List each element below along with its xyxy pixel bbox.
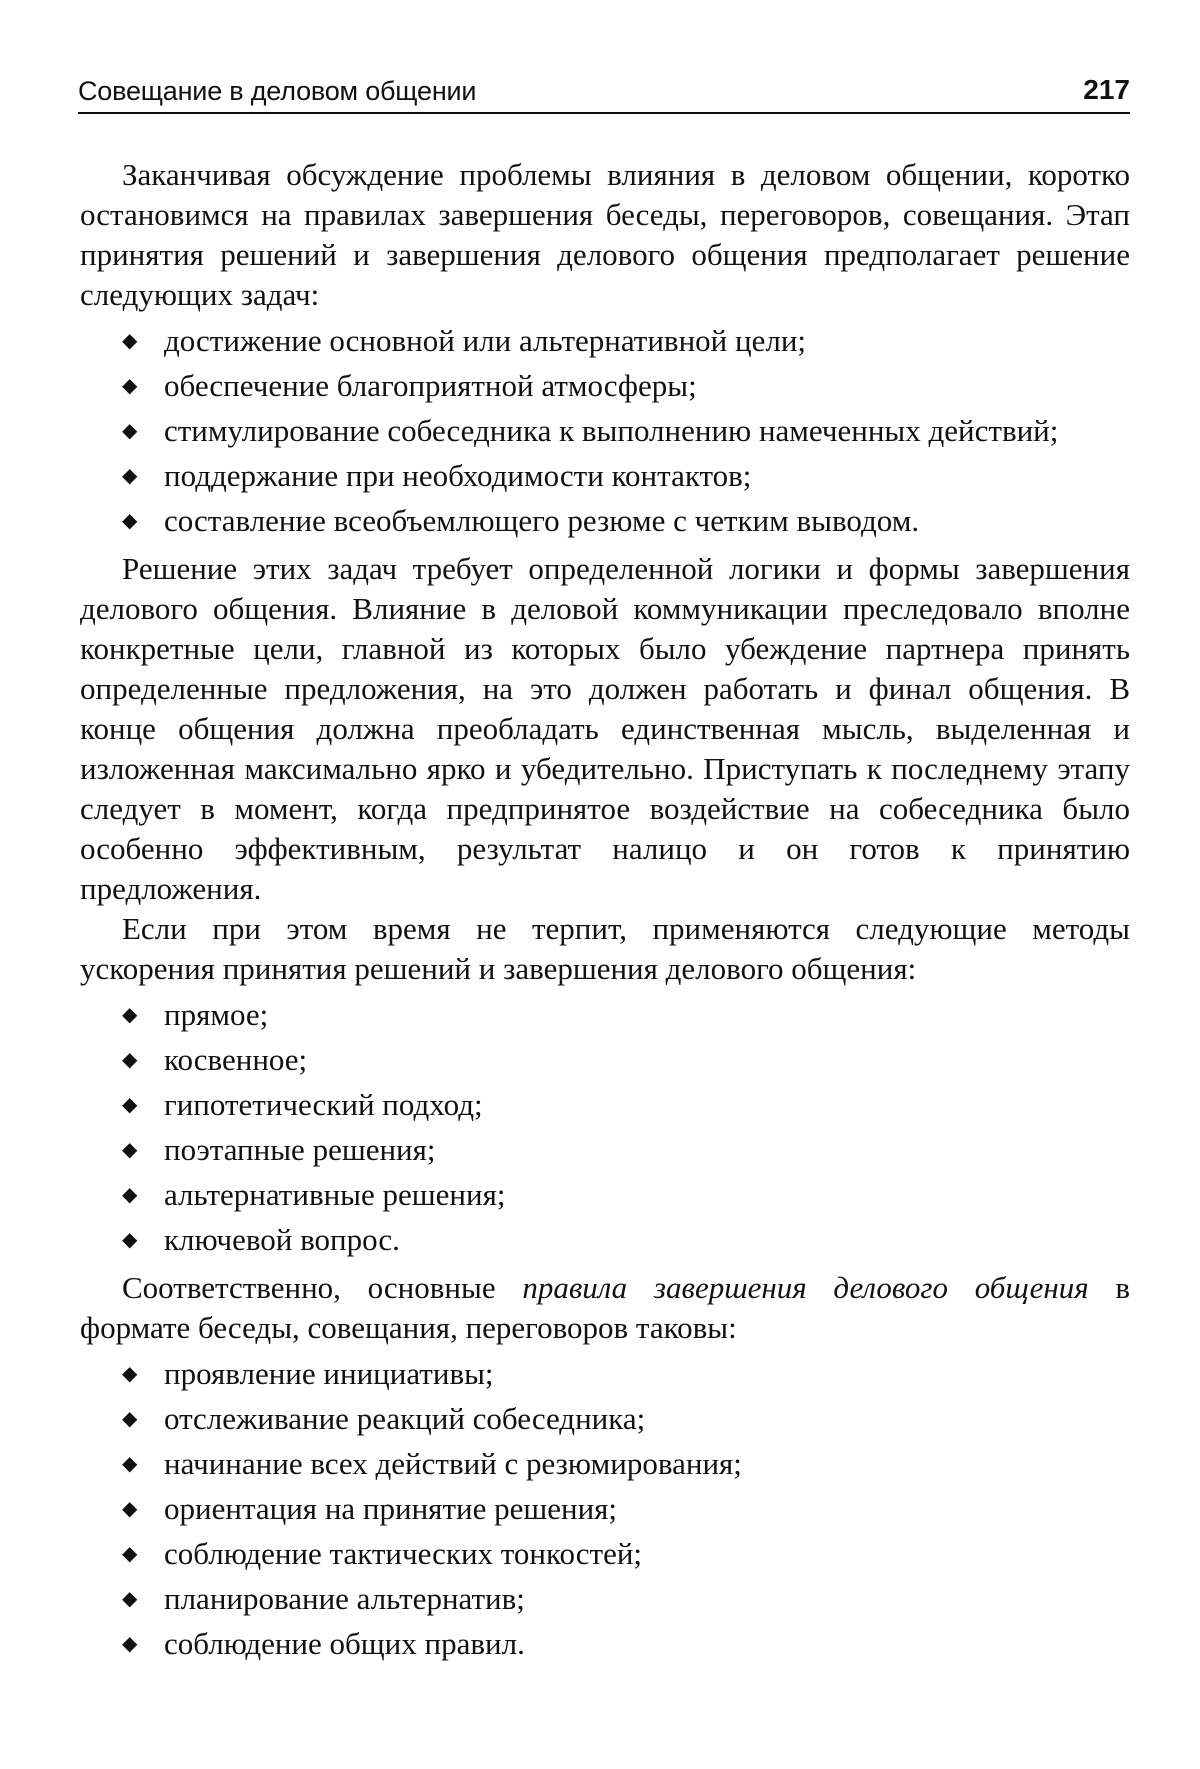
list-item: [80, 1624, 1130, 1664]
list-item: [80, 366, 1130, 406]
list-item: [80, 411, 1130, 451]
list-item: [80, 1534, 1130, 1574]
bullet-diamond-icon: ◆: [122, 1624, 137, 1664]
tasks-list: [80, 321, 1130, 541]
bullet-diamond-icon: ◆: [122, 1175, 137, 1215]
list-item: [80, 1579, 1130, 1619]
list-item-text: альтернативные решения;: [164, 1177, 505, 1212]
page-body: [80, 155, 1130, 1669]
rules-intro-end: в формате беседы, совещания, переговоров таковы:: [80, 1270, 1130, 1345]
bullet-diamond-icon: ◆: [122, 366, 137, 406]
list-item: [80, 1130, 1130, 1170]
list-item: [80, 1085, 1130, 1125]
book-page: [0, 0, 1200, 1769]
bullet-diamond-icon: ◆: [122, 501, 137, 541]
list-item: [80, 1040, 1130, 1080]
list-item-text: соблюдение тактических тонкостей;: [164, 1536, 642, 1571]
list-item: [80, 1354, 1130, 1394]
rules-intro-emphasis: правила завершения делового общения: [522, 1270, 1088, 1305]
methods-list: [80, 995, 1130, 1260]
list-item-text: соблюдение общих правил.: [164, 1626, 525, 1661]
list-item-text: гипотетический подход;: [164, 1087, 483, 1122]
list-item-text: достижение основной или альтернативной цели;: [164, 323, 806, 358]
rules-intro-start: Соответственно, основные: [122, 1270, 522, 1305]
list-item-text: прямое;: [164, 997, 268, 1032]
bullet-diamond-icon: ◆: [122, 1220, 137, 1260]
list-item-text: ключевой вопрос.: [164, 1222, 400, 1257]
list-item-text: поддержание при необходимости контактов;: [164, 458, 751, 493]
page-header: [78, 72, 1130, 114]
bullet-diamond-icon: ◆: [122, 411, 137, 451]
logic-paragraph: Решение этих задач требует определенной логики и формы завершения делового общения. Влияние в деловой коммуникации преследовало вполне конкретные цели, главной из которых было убеждение партнера принять определенные предложения, на это должен работать и финал общения. В конце общения должна преобладать единственная мысль, выделенная и изложенная максимально ярко и убедительно. Приступать к последнему этапу следует в момент, когда предпринятое воздействие на собеседника было особенно эффективным, результат налицо и он готов к принятию предложения.: [80, 549, 1130, 909]
list-item: [80, 995, 1130, 1035]
rules-list: [80, 1354, 1130, 1664]
list-item-text: начинание всех действий с резюмирования;: [164, 1446, 742, 1481]
list-item-text: ориентация на принятие решения;: [164, 1491, 617, 1526]
bullet-diamond-icon: ◆: [122, 321, 137, 361]
list-item-text: обеспечение благоприятной атмосферы;: [164, 368, 697, 403]
rules-intro-paragraph: [80, 1268, 1130, 1348]
bullet-diamond-icon: ◆: [122, 1579, 137, 1619]
list-item-text: составление всеобъемлющего резюме с четким выводом.: [164, 503, 919, 538]
bullet-diamond-icon: ◆: [122, 1085, 137, 1125]
list-item: [80, 1444, 1130, 1484]
list-item-text: косвенное;: [164, 1042, 307, 1077]
list-item: [80, 501, 1130, 541]
bullet-diamond-icon: ◆: [122, 1040, 137, 1080]
intro-paragraph: Заканчивая обсуждение проблемы влияния в деловом общении, коротко остановимся на правилах завершения беседы, переговоров, совещания. Этап принятия решений и завершения делового общения предполагает решение следующих задач:: [80, 155, 1130, 315]
bullet-diamond-icon: ◆: [122, 1399, 137, 1439]
bullet-diamond-icon: ◆: [122, 1534, 137, 1574]
list-item-text: отслеживание реакций собеседника;: [164, 1401, 645, 1436]
list-item: [80, 456, 1130, 496]
list-item-text: планирование альтернатив;: [164, 1581, 525, 1616]
methods-intro-paragraph: Если при этом время не терпит, применяются следующие методы ускорения принятия решений и завершения делового общения:: [80, 909, 1130, 989]
list-item: [80, 321, 1130, 361]
bullet-diamond-icon: ◆: [122, 456, 137, 496]
list-item: [80, 1489, 1130, 1529]
bullet-diamond-icon: ◆: [122, 995, 137, 1035]
list-item: [80, 1175, 1130, 1215]
bullet-diamond-icon: ◆: [122, 1489, 137, 1529]
bullet-diamond-icon: ◆: [122, 1444, 137, 1484]
list-item-text: стимулирование собеседника к выполнению намеченных действий;: [164, 413, 1058, 448]
bullet-diamond-icon: ◆: [122, 1130, 137, 1170]
list-item: [80, 1399, 1130, 1439]
list-item-text: проявление инициативы;: [164, 1356, 494, 1391]
list-item: [80, 1220, 1130, 1260]
page-number: 217: [1083, 74, 1130, 106]
bullet-diamond-icon: ◆: [122, 1354, 137, 1394]
list-item-text: поэтапные решения;: [164, 1132, 436, 1167]
running-title: Совещание в деловом общении: [78, 76, 476, 107]
